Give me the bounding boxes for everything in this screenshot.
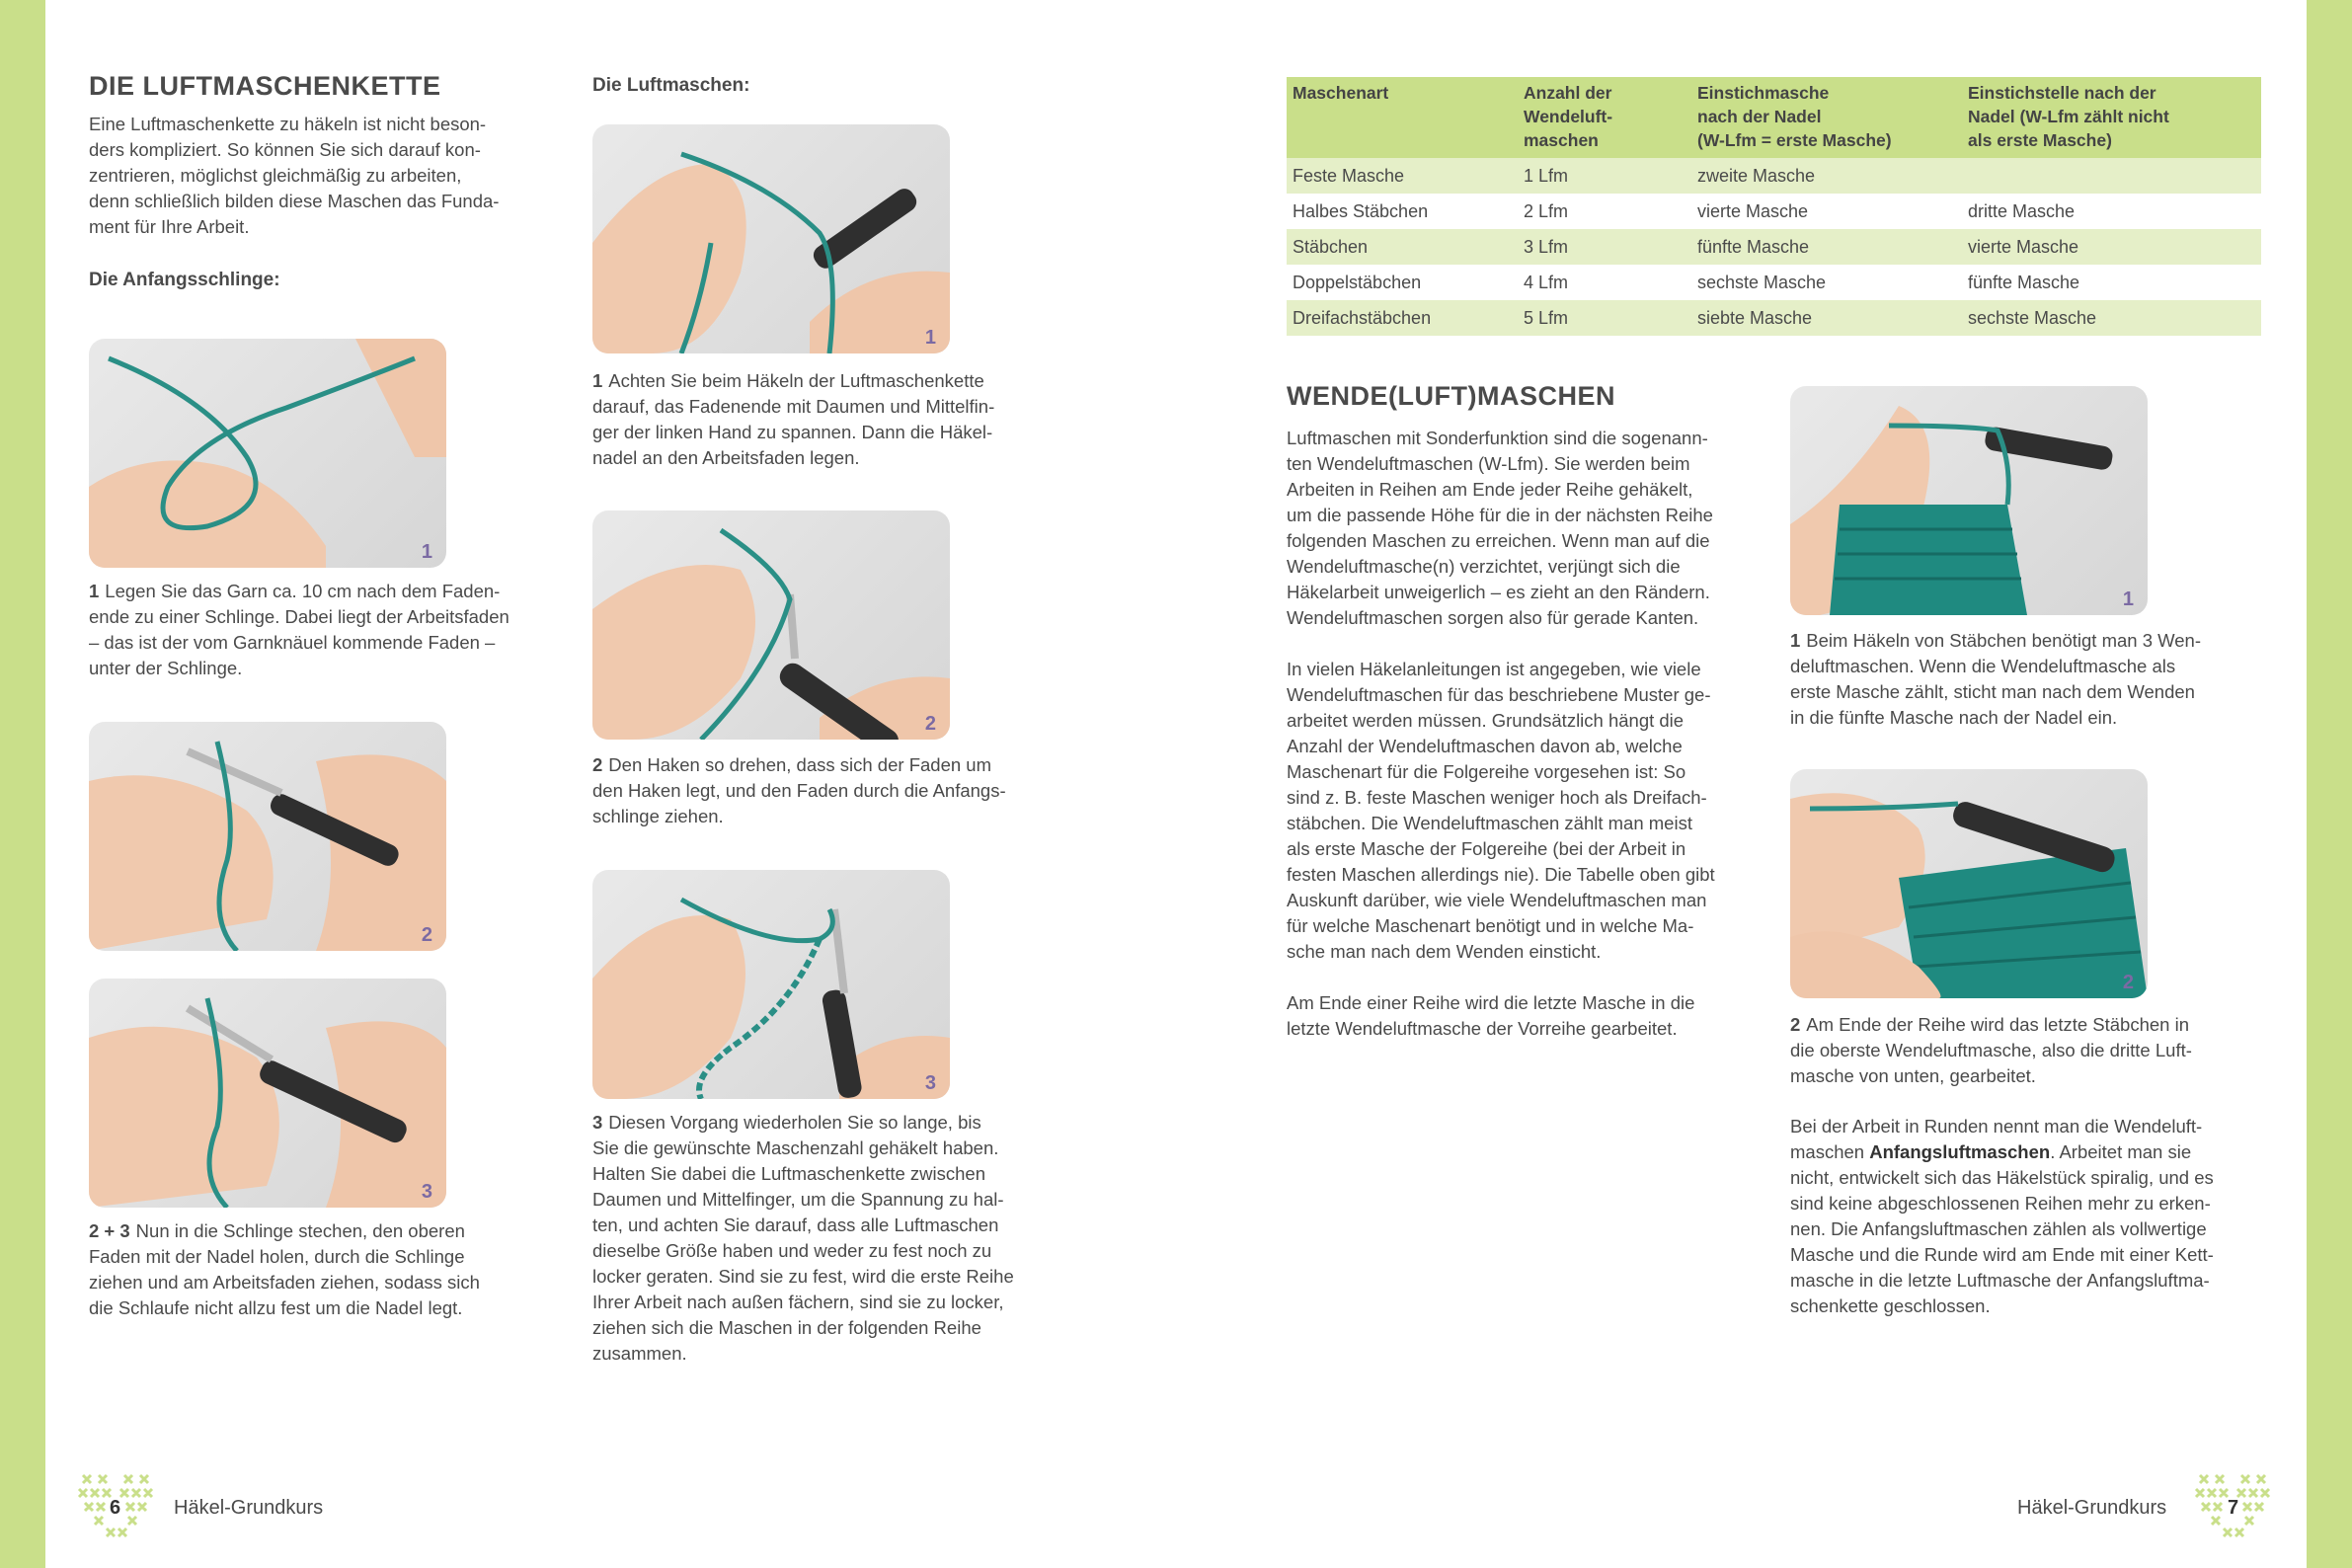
photo-badge: 2 (421, 924, 432, 946)
footer-right: Häkel-Grundkurs (2017, 1497, 2167, 1519)
table-cell: siebte Masche (1691, 300, 1962, 336)
left-edge-stripe (0, 0, 45, 1568)
table-cell: 2 Lfm (1518, 194, 1691, 229)
left-column-1 (89, 71, 573, 291)
hands-hook-illustration (592, 870, 950, 1099)
hands-hook-illustration (592, 124, 950, 353)
caption-anfangsschlinge-1: 1 Legen Sie das Garn ca. 10 cm nach dem Faden- ende zu einer Schlinge. Dabei liegt der Arbeitsfaden – das ist der vom Garnknäuel kommende Faden – unter der Schlinge. (89, 581, 510, 678)
photo-badge: 2 (2122, 972, 2134, 993)
table-header: Einstichmasche nach der Nadel (W-Lfm = erste Masche) (1691, 77, 1962, 158)
table-cell: 1 Lfm (1518, 158, 1691, 194)
maschen-table (1287, 77, 2261, 336)
photo-badge: 1 (2122, 588, 2134, 610)
bold-term: Anfangsluftmaschen (1869, 1141, 2051, 1162)
paragraph-3: Am Ende einer Reihe wird die letzte Masche in die letzte Wendeluftmasche der Vorreihe gearbeitet. (1287, 992, 1695, 1039)
table-cell (1962, 158, 2261, 194)
intro-text: Eine Luftmaschenkette zu häkeln ist nicht beson- ders kompliziert. So können Sie sich darauf kon- zentrieren, möglichst gleichmäßig zu arbeiten, denn schließlich bilden diese Maschen das Funda- ment für Ihre Arbeit. (89, 114, 500, 237)
table-row (1287, 158, 2261, 194)
caption-luftmaschen-2: 2 Den Haken so drehen, dass sich der Faden um den Haken legt, und den Faden durch die Anfangs- schlinge ziehen. (592, 754, 1006, 826)
photo-badge: 1 (924, 327, 936, 349)
photo-luftmaschen-3 (592, 870, 950, 1099)
photo-luftmaschen-2 (592, 510, 950, 740)
table-cell: fünfte Masche (1962, 265, 2261, 300)
caption-wendeluftmaschen-1: 1 Beim Häkeln von Stäbchen benötigt man 3 Wen- deluftmaschen. Wenn die Wendeluftmasche als erste Masche zählt, sticht man nach dem Wenden in die fünfte Masche nach der Nadel ein. (1790, 630, 2201, 728)
table-cell: fünfte Masche (1691, 229, 1962, 265)
right-edge-stripe (2307, 0, 2352, 1568)
subheading-anfangsschlinge: Die Anfangsschlinge: (89, 270, 280, 290)
hands-yarn-illustration (89, 339, 446, 568)
page-number-left: 6 (110, 1497, 121, 1519)
table-cell: 3 Lfm (1518, 229, 1691, 265)
photo-luftmaschen-1 (592, 124, 950, 353)
table-cell: 4 Lfm (1518, 265, 1691, 300)
caption-luftmaschen-1: 1 Achten Sie beim Häkeln der Luftmaschenkette darauf, das Fadenende mit Daumen und Mittelfin- ger der linken Hand zu spannen. Dann die Häkel- nadel an den Arbeitsfaden legen. (592, 370, 995, 468)
table-cell: Feste Masche (1287, 158, 1518, 194)
table-row (1287, 300, 2261, 336)
table-cell: zweite Masche (1691, 158, 1962, 194)
footer-left: Häkel-Grundkurs (174, 1497, 324, 1519)
right-column-1 (1287, 381, 1770, 1042)
table-cell: Halbes Stäbchen (1287, 194, 1518, 229)
paragraph-anfangsluftmaschen: Bei der Arbeit in Runden nennt man die Wendeluft- maschen Anfangsluftmaschen. Arbeitet man sie nicht, entwickelt sich das Häkelstück spiralig, und es sind keine abgeschlossenen Reihen mehr zu erken- nen. Die Anfangsluftmaschen zählen als vollwertige Masche und die Runde wird am Ende mit einer Kett- masche in die letzte Luftmasche der Anfangsluftma- schenkette geschlossen. (1790, 1116, 2214, 1316)
photo-badge: 3 (421, 1181, 432, 1203)
caption-wendeluftmaschen-2: 2 Am Ende der Reihe wird das letzte Stäbchen in die oberste Wendeluftmasche, also die dritte Luft- masche von unten, gearbeitet. (1790, 1014, 2192, 1086)
heading-luftmaschenkette: DIE LUFTMASCHENKETTE (89, 71, 441, 101)
hands-hook-illustration (89, 722, 446, 951)
table-cell: 5 Lfm (1518, 300, 1691, 336)
table-row (1287, 194, 2261, 229)
table-cell: vierte Masche (1691, 194, 1962, 229)
table-cell: sechste Masche (1962, 300, 2261, 336)
table-cell: vierte Masche (1962, 229, 2261, 265)
photo-wendeluftmaschen-2 (1790, 769, 2148, 998)
table-header: Einstichstelle nach der Nadel (W-Lfm zählt nicht als erste Masche) (1962, 77, 2261, 158)
photo-anfangsschlinge-2 (89, 722, 446, 951)
photo-anfangsschlinge-1 (89, 339, 446, 568)
photo-anfangsschlinge-3 (89, 979, 446, 1208)
paragraph-1: Luftmaschen mit Sonderfunktion sind die sogenann- ten Wendeluftmaschen (W-Lfm). Sie werden beim Arbeiten in Reihen am Ende jeder Reihe gehäkelt, um die passende Höhe für die in der nächsten Reihe folgenden Maschen zu erreichen. Wenn man auf die Wendeluftmasche(n) verzichtet, verjüngt sich die Häkelarbeit unweigerlich – es zieht an den Rändern. Wendeluftmaschen sorgen also für gerade Kanten. (1287, 428, 1713, 628)
hands-hook-illustration (592, 510, 950, 740)
page-number-right: 7 (2228, 1497, 2239, 1519)
table-cell: dritte Masche (1962, 194, 2261, 229)
photo-wendeluftmaschen-1 (1790, 386, 2148, 615)
table-cell: Doppelstäbchen (1287, 265, 1518, 300)
crochet-fabric-illustration (1790, 386, 2148, 615)
table-header: Anzahl der Wendeluft- maschen (1518, 77, 1691, 158)
table-cell: Dreifachstäbchen (1287, 300, 1518, 336)
table-header: Maschenart (1287, 77, 1518, 158)
photo-badge: 2 (924, 713, 936, 735)
caption-anfangsschlinge-2-3: 2 + 3 Nun in die Schlinge stechen, den oberen Faden mit der Nadel holen, durch die Schlinge ziehen und am Arbeitsfaden ziehen, sodass sich die Schlaufe nicht allzu fest um die Nadel legt. (89, 1220, 480, 1318)
table-header-row (1287, 77, 2261, 158)
photo-badge: 1 (421, 541, 432, 563)
caption-luftmaschen-3: 3 Diesen Vorgang wiederholen Sie so lange, bis Sie die gewünschte Maschenzahl gehäkelt haben. Halten Sie dabei die Luftmaschenkette zwischen Daumen und Mittelfinger, um die Spannung zu hal- ten, und achten Sie darauf, dass alle Luftmaschen dieselbe Größe haben und weder zu fest noch zu locker geraten. Sind sie zu fest, wird die erste Reihe Ihrer Arbeit nach außen fächern, sind sie zu locker, ziehen sich die Maschen in der folgenden Reihe zusammen. (592, 1112, 1014, 1364)
heading-wendeluftmaschen: WENDE(LUFT)MASCHEN (1287, 381, 1615, 411)
photo-badge: 3 (924, 1072, 936, 1094)
table-row (1287, 265, 2261, 300)
table-row (1287, 229, 2261, 265)
table-cell: sechste Masche (1691, 265, 1962, 300)
paragraph-2: In vielen Häkelanleitungen ist angegeben, wie viele Wendeluftmaschen für das beschriebene Muster ge- arbeitet werden müssen. Grundsätzlich hängt die Anzahl der Wendeluftmaschen davon ab, welche Maschenart für die Folgereihe vorgesehen ist: So sind z. B. feste Maschen weniger hoch als Dreifach- stäbchen. Die Wendeluftmaschen zählt man meist als erste Masche der Folgereihe (bei der Arbeit in festen Maschen allerdings nie). Die Tabelle oben gibt Auskunft darüber, wie viele Wendeluftmaschen man für welche Maschenart benötigt und in welche Ma- sche man nach dem Wenden einsticht. (1287, 659, 1715, 962)
crochet-fabric-illustration (1790, 769, 2148, 998)
table-cell: Stäbchen (1287, 229, 1518, 265)
hands-hook-illustration (89, 979, 446, 1208)
subheading-luftmaschen: Die Luftmaschen: (592, 75, 750, 96)
